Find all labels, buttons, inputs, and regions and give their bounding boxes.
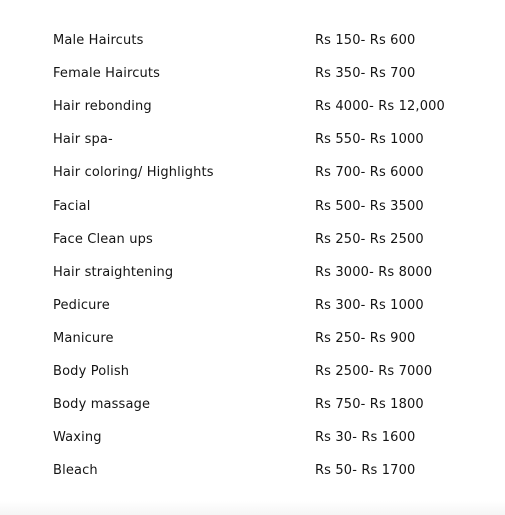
service-price: Rs 4000- Rs 12,000 [315,99,445,115]
service-price: Rs 250- Rs 900 [315,330,416,346]
service-price: Rs 30- Rs 1600 [315,430,416,446]
service-price: Rs 700- Rs 6000 [315,165,424,181]
service-name: Bleach [53,463,98,479]
service-name: Body massage [53,397,151,413]
service-name: Body Polish [53,363,130,379]
price-row-facial [53,189,483,222]
price-row-manicure [53,322,483,355]
price-row-hair-coloring [53,156,483,189]
service-price: Rs 750- Rs 1800 [315,397,424,413]
service-name: Hair coloring/ Highlights [53,165,214,181]
service-name: Waxing [53,430,102,446]
service-price: Rs 3000- Rs 8000 [315,264,433,280]
price-row-female-haircuts [53,57,483,90]
price-row-face-clean-ups [53,223,483,256]
price-row-male-haircuts [53,24,483,57]
service-name: Female Haircuts [53,66,161,82]
price-row-pedicure [53,289,483,322]
service-price: Rs 150- Rs 600 [315,33,416,49]
price-row-body-massage [53,388,483,421]
service-price: Rs 2500- Rs 7000 [315,363,433,379]
price-row-bleach [53,454,483,487]
service-price: Rs 350- Rs 700 [315,66,416,82]
service-price: Rs 50- Rs 1700 [315,463,416,479]
page-bottom-shadow [0,501,505,515]
service-name: Facial [53,198,91,214]
price-row-waxing [53,421,483,454]
service-price: Rs 300- Rs 1000 [315,297,424,313]
service-name: Manicure [53,330,114,346]
service-price: Rs 550- Rs 1000 [315,132,424,148]
service-name: Hair spa- [53,132,113,148]
price-row-hair-rebonding [53,90,483,123]
service-name: Hair straightening [53,264,174,280]
service-name: Pedicure [53,297,110,313]
price-list [53,24,483,487]
price-row-body-polish [53,355,483,388]
service-price: Rs 500- Rs 3500 [315,198,424,214]
price-row-hair-spa [53,123,483,156]
price-row-hair-straightening [53,256,483,289]
service-name: Hair rebonding [53,99,152,115]
service-name: Face Clean ups [53,231,153,247]
service-name: Male Haircuts [53,33,144,49]
service-price: Rs 250- Rs 2500 [315,231,424,247]
